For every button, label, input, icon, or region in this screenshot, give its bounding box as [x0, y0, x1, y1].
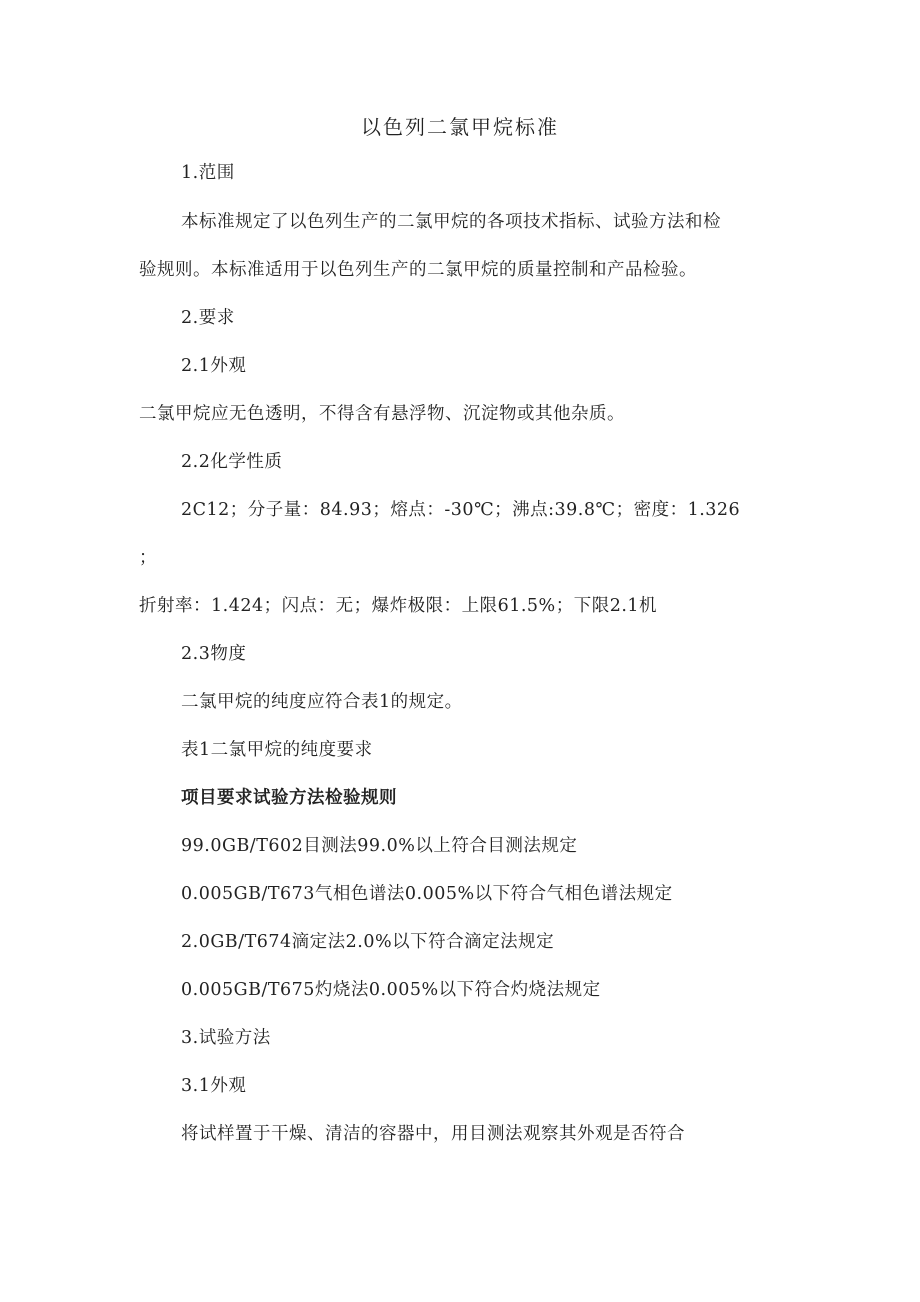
- subsection-heading-chemical-properties: 2.2化学性质: [181, 452, 283, 472]
- paragraph-line: 将试样置于干燥、清洁的容器中，用目测法观察其外观是否符合: [181, 1124, 685, 1144]
- paragraph-line: 2C12；分子量：84.93；熔点：-30℃；沸点:39.8℃；密度：1.326: [181, 500, 741, 520]
- document-title: 以色列二氯甲烷标准: [361, 115, 559, 139]
- table-row: 0.005GB/T673气相色谱法0.005%以下符合气相色谱法规定: [181, 884, 673, 904]
- section-heading-scope: 1.范围: [181, 163, 235, 183]
- table-caption: 表1二氯甲烷的纯度要求: [181, 740, 373, 760]
- paragraph-line: 二氯甲烷应无色透明，不得含有悬浮物、沉淀物或其他杂质。: [139, 404, 625, 424]
- table-header-row: 项目要求试验方法检验规则: [181, 788, 397, 808]
- paragraph-line: 验规则。本标准适用于以色列生产的二氯甲烷的质量控制和产品检验。: [139, 260, 697, 280]
- table-row: 99.0GB/T602目测法99.0%以上符合目测法规定: [181, 836, 578, 856]
- paragraph-line: 二氯甲烷的纯度应符合表1的规定。: [181, 692, 463, 712]
- section-heading-requirements: 2.要求: [181, 308, 235, 328]
- section-heading-test-methods: 3.试验方法: [181, 1028, 271, 1048]
- paragraph-line: 折射率：1.424；闪点：无；爆炸极限：上限61.5%；下限2.1机: [139, 596, 658, 616]
- subsection-heading-appearance-test: 3.1外观: [181, 1076, 247, 1096]
- paragraph-line: 本标准规定了以色列生产的二氯甲烷的各项技术指标、试验方法和检: [181, 212, 721, 232]
- table-row: 2.0GB/T674滴定法2.0%以下符合滴定法规定: [181, 932, 555, 952]
- table-row: 0.005GB/T675灼烧法0.005%以下符合灼烧法规定: [181, 980, 601, 1000]
- subsection-heading-appearance: 2.1外观: [181, 356, 247, 376]
- subsection-heading-purity: 2.3物度: [181, 644, 247, 664]
- paragraph-line: ；: [139, 548, 157, 568]
